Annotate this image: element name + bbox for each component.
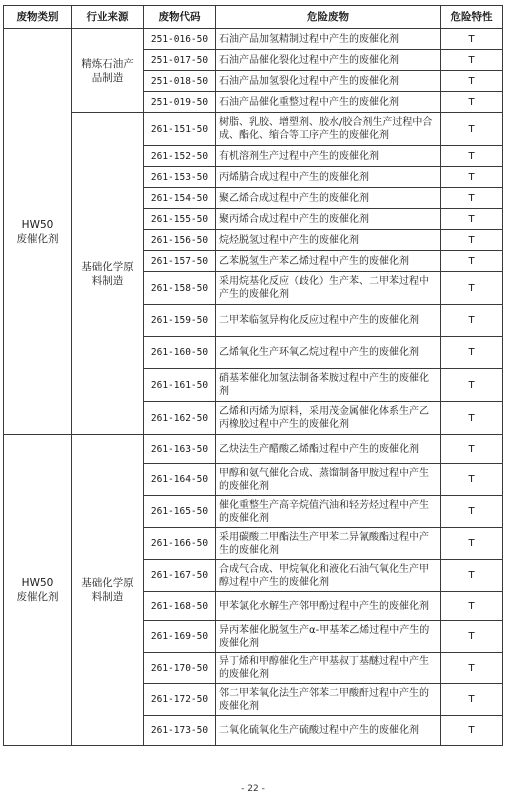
industry-source-cell: 精炼石油产 品制造 [72,29,144,113]
hazard-property-cell: T [441,621,503,653]
hazardous-waste-cell: 邻二甲苯氧化法生产邻苯二甲酸酐过程中产生的废催化剂 [216,684,441,716]
waste-code-cell: 261-169-50 [144,621,216,653]
hazardous-waste-cell: 二氧化硫氧化生产硫酸过程中产生的废催化剂 [216,716,441,746]
hazard-property-cell: T [441,251,503,272]
waste-code-cell: 261-153-50 [144,167,216,188]
hazardous-waste-cell: 硝基苯催化加氢法制备苯胺过程中产生的废催化剂 [216,369,441,402]
waste-code-cell: 251-017-50 [144,50,216,71]
hazard-property-cell: T [441,592,503,621]
waste-code-cell: 261-166-50 [144,528,216,560]
waste-code-cell: 261-167-50 [144,560,216,592]
hazard-property-cell: T [441,435,503,464]
hazard-property-cell: T [441,113,503,146]
header-hazard-property: 危险特性 [441,6,503,29]
waste-code-cell: 261-162-50 [144,402,216,435]
industry-source-cell: 基础化学原 料制造 [72,435,144,746]
hazardous-waste-cell: 乙烯和丙烯为原料，采用茂金属催化体系生产乙丙橡胶过程中产生的废催化剂 [216,402,441,435]
hazard-property-cell: T [441,146,503,167]
hazard-property-cell: T [441,167,503,188]
waste-code-cell: 261-158-50 [144,272,216,305]
hazard-property-cell: T [441,230,503,251]
hazardous-waste-table [3,5,503,746]
hazard-property-cell: T [441,653,503,684]
header-waste-code: 废物代码 [144,6,216,29]
waste-code-cell: 261-151-50 [144,113,216,146]
waste-code-cell: 261-160-50 [144,337,216,369]
waste-code-cell: 261-161-50 [144,369,216,402]
waste-code-cell: 251-019-50 [144,92,216,113]
header-industry-source: 行业来源 [72,6,144,29]
table-row [4,113,503,146]
hazard-property-cell: T [441,29,503,50]
industry-source-cell: 基础化学原 料制造 [72,113,144,435]
hazardous-waste-cell: 二甲苯临氢异构化反应过程中产生的废催化剂 [216,305,441,337]
hazardous-waste-cell: 聚乙烯合成过程中产生的废催化剂 [216,188,441,209]
hazardous-waste-cell: 烷烃脱氢过程中产生的废催化剂 [216,230,441,251]
waste-category-cell: HW50 废催化剂 [4,435,72,746]
waste-code-cell: 261-155-50 [144,209,216,230]
waste-code-cell: 261-154-50 [144,188,216,209]
waste-code-cell: 261-165-50 [144,496,216,528]
waste-code-cell: 261-157-50 [144,251,216,272]
hazardous-waste-cell: 石油产品加氢裂化过程中产生的废催化剂 [216,71,441,92]
waste-code-cell: 261-152-50 [144,146,216,167]
hazardous-waste-cell: 甲醇和氨气催化合成、蒸馏制备甲胺过程中产生的废催化剂 [216,464,441,496]
waste-code-cell: 261-170-50 [144,653,216,684]
header-hazardous-waste: 危险废物 [216,6,441,29]
hazardous-waste-cell: 异丁烯和甲醇催化生产甲基叔丁基醚过程中产生的废催化剂 [216,653,441,684]
hazard-property-cell: T [441,684,503,716]
hazardous-waste-cell: 催化重整生产高辛烷值汽油和轻芳烃过程中产生的废催化剂 [216,496,441,528]
hazardous-waste-cell: 乙苯脱氢生产苯乙烯过程中产生的废催化剂 [216,251,441,272]
table-row [4,435,503,464]
hazard-property-cell: T [441,716,503,746]
waste-code-cell: 261-172-50 [144,684,216,716]
hazardous-waste-cell: 采用碳酸二甲酯法生产甲苯二异氰酸酯过程中产生的废催化剂 [216,528,441,560]
hazardous-waste-cell: 甲苯氯化水解生产邻甲酚过程中产生的废催化剂 [216,592,441,621]
hazard-property-cell: T [441,71,503,92]
hazard-property-cell: T [441,188,503,209]
hazardous-waste-cell: 丙烯腈合成过程中产生的废催化剂 [216,167,441,188]
hazardous-waste-cell: 石油产品催化裂化过程中产生的废催化剂 [216,50,441,71]
hazard-property-cell: T [441,92,503,113]
waste-code-cell: 261-173-50 [144,716,216,746]
hazard-property-cell: T [441,464,503,496]
waste-category-cell: HW50 废催化剂 [4,29,72,435]
hazardous-waste-cell: 乙炔法生产醋酸乙烯酯过程中产生的废催化剂 [216,435,441,464]
hazard-property-cell: T [441,528,503,560]
waste-code-cell: 251-018-50 [144,71,216,92]
header-waste-category: 废物类别 [4,6,72,29]
hazardous-waste-cell: 聚丙烯合成过程中产生的废催化剂 [216,209,441,230]
hazard-property-cell: T [441,272,503,305]
waste-code-cell: 251-016-50 [144,29,216,50]
hazard-property-cell: T [441,305,503,337]
hazard-property-cell: T [441,496,503,528]
hazard-property-cell: T [441,337,503,369]
hazardous-waste-cell: 异丙苯催化脱氢生产α-甲基苯乙烯过程中产生的废催化剂 [216,621,441,653]
hazard-property-cell: T [441,209,503,230]
hazardous-waste-cell: 合成气合成、甲烷氧化和液化石油气氧化生产甲醇过程中产生的废催化剂 [216,560,441,592]
waste-code-cell: 261-156-50 [144,230,216,251]
waste-code-cell: 261-168-50 [144,592,216,621]
hazard-property-cell: T [441,50,503,71]
hazard-property-cell: T [441,560,503,592]
table-header-row [4,6,503,29]
hazard-property-cell: T [441,402,503,435]
hazard-property-cell: T [441,369,503,402]
waste-code-cell: 261-159-50 [144,305,216,337]
page-number: - 22 - [241,784,265,794]
hazardous-waste-cell: 树脂、乳胶、增塑剂、胶水/胶合剂生产过程中合成、酯化、缩合等工序产生的废催化剂 [216,113,441,146]
hazardous-waste-cell: 乙烯氧化生产环氧乙烷过程中产生的废催化剂 [216,337,441,369]
hazardous-waste-cell: 石油产品催化重整过程中产生的废催化剂 [216,92,441,113]
waste-code-cell: 261-164-50 [144,464,216,496]
hazardous-waste-cell: 石油产品加氢精制过程中产生的废催化剂 [216,29,441,50]
hazardous-waste-cell: 有机溶剂生产过程中产生的废催化剂 [216,146,441,167]
hazardous-waste-cell: 采用烷基化反应（歧化）生产苯、二甲苯过程中产生的废催化剂 [216,272,441,305]
waste-code-cell: 261-163-50 [144,435,216,464]
table-row [4,29,503,50]
